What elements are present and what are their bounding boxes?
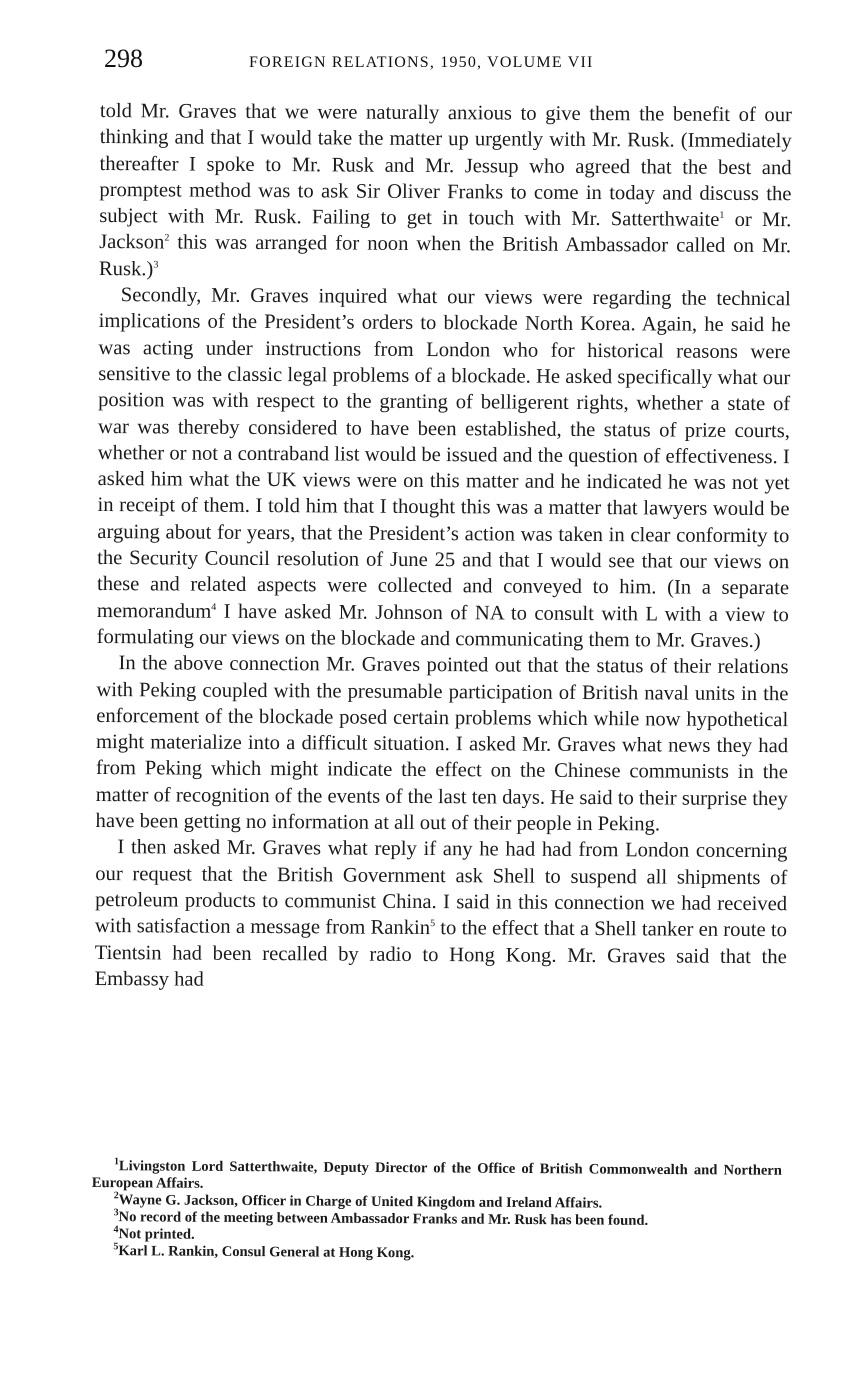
body-text: [95, 98, 792, 996]
running-title: FOREIGN RELATIONS, 1950, VOLUME VII: [249, 54, 594, 71]
page-number: 298: [104, 44, 143, 73]
footnote-marker: 3: [113, 1207, 119, 1219]
footnotes: [91, 1158, 782, 1265]
footnote-marker: 2: [113, 1190, 119, 1202]
footnote-text: Not printed.: [118, 1226, 195, 1243]
running-header: [104, 44, 784, 78]
footnote-marker: 4: [113, 1224, 119, 1236]
footnote-reference: 2: [164, 233, 170, 245]
paragraph-text: Secondly, Mr. Graves inquired what our views were regarding the technical implications of the President’s orders to blockade North Korea. Again, he said he was acting under instructions from London who for historical reasons were sensitive to the classic legal problems of a blockade. He asked specifically what our position was with respect to the granting of belligerent rights, whether a state of war was thereby considered to have been established, the status of prize courts, whether or not a contraband list would be issued and the question of effectiveness. I asked him what the UK views were on this matter and he indicated he was not yet in receipt of them. I told him that I thought this was a matter that lawyers would be arguing about for years, that the President’s action was taken in clear conformity to the Security Council resolution of June 25 and that I would see that our views on these and related aspects were collected and conveyed to him. (In a separate memorandum: [96, 284, 791, 623]
paragraph-text: told Mr. Graves that we were naturally anxious to give them the benefit of our thinking and that I would take the matter up urgently with Mr. Rusk. (Immediately thereafter I spoke to Mr. Rusk and Mr. Jessup who agreed that the best and promptest method was to ask Sir Oliver Franks to come in today and discuss the subject with Mr. Rusk. Failing to get in touch with Mr. Satterthwaite: [99, 99, 792, 231]
footnote: [92, 1158, 782, 1197]
footnote-text: Karl L. Rankin, Consul General at Hong Kong.: [118, 1243, 415, 1262]
footnote-reference: 5: [430, 918, 436, 930]
paragraph-text: to the effect that a Shell tanker en route to Tientsin had been recalled by radio to Hong Kong. Mr. Graves said that the Embassy had: [94, 917, 787, 991]
footnote-marker: 1: [113, 1156, 120, 1168]
paragraph-text: this was arranged for noon when the British Ambassador called on Mr. Rusk.): [98, 231, 792, 281]
footnote-text: Livingston Lord Satterthwaite, Deputy Director of the Office of British Commonwealth and Northern European Affairs.: [91, 1158, 782, 1192]
footnote-text: Wayne G. Jackson, Officer in Charge of United Kingdom and Ireland Affairs.: [118, 1192, 603, 1212]
body-paragraph: [99, 98, 792, 286]
footnote-reference: 1: [719, 210, 725, 222]
paragraph-text: I then asked Mr. Graves what reply if any he had had from London concerning our request that the British Government ask Shell to suspend all shipments of petroleum products to communist China. I said in this connection we had received with satisfaction a message from Rankin: [94, 836, 788, 940]
paragraph-text: In the above connection Mr. Graves pointed out that the status of their relations with Peking coupled with the presumable participation of British naval units in the enforcement of the blockade posed certain problems which while now hypothetical might materialize into a difficult situation. I asked Mr. Graves what news they had from Peking which might indicate the effect on the Chinese communists in the matter of recognition of the events of the last ten days. He said to their surprise they have been getting no information at all out of their people in Peking.: [95, 652, 789, 836]
paragraph-text: I have asked Mr. Johnson of NA to consult with L with a view to formulating our views on the blockade and communicating them to Mr. Graves.): [96, 600, 789, 652]
footnote: [91, 1243, 781, 1265]
paragraph-text: or Mr. Jackson: [99, 209, 792, 254]
footnote-reference: 3: [153, 259, 159, 271]
body-paragraph: [97, 282, 791, 654]
body-paragraph: [96, 650, 789, 838]
body-paragraph: [95, 834, 788, 996]
footnote-text: No record of the meeting between Ambassador Franks and Mr. Rusk has been found.: [118, 1209, 649, 1229]
footnote-marker: 5: [113, 1241, 119, 1253]
footnote-reference: 4: [211, 601, 217, 613]
